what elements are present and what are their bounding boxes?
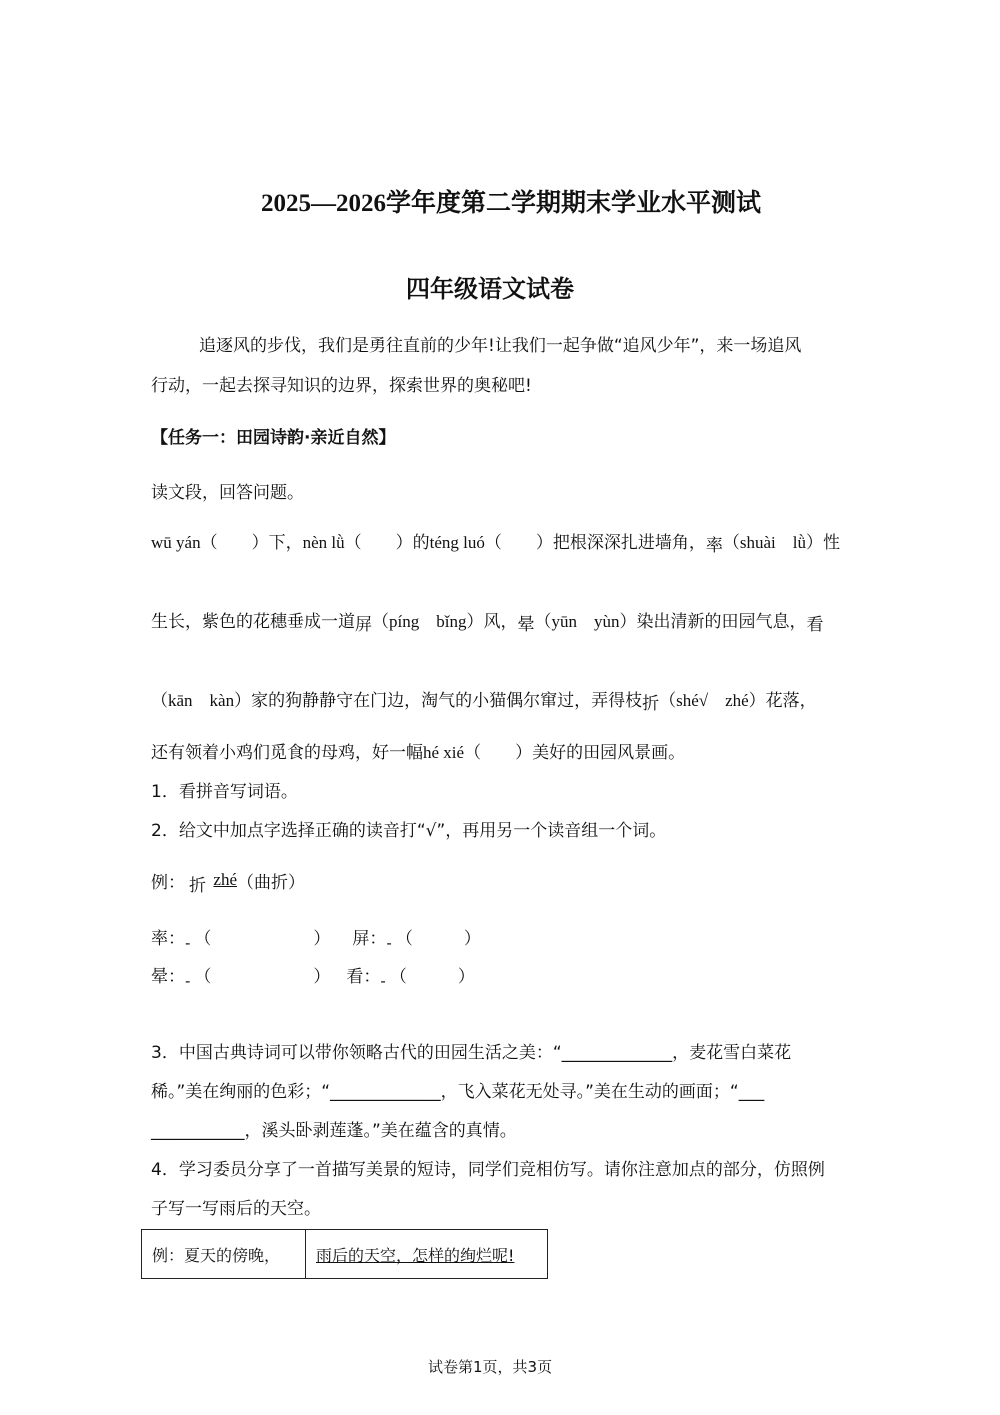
example-char: 折 xyxy=(189,876,206,896)
page-footer: 试卷第1页，共3页 xyxy=(428,1358,553,1376)
answer-label-ping: 屏： xyxy=(352,929,387,949)
answer-row-2 xyxy=(151,962,475,990)
dotted-char-shuai: 率 xyxy=(705,536,723,556)
intro-line-2: 行动，一起去探寻知识的边界，探索世界的奥秘吧! xyxy=(151,376,532,396)
answer-label-kan: 看： xyxy=(346,967,381,987)
passage-line-3 xyxy=(151,686,817,714)
example-word: （曲折） xyxy=(237,873,305,893)
reading-options-yun[interactable]: （yūn yùn）染出清新的田园气息， xyxy=(534,612,807,631)
blank-marker: - xyxy=(386,934,392,952)
example-table xyxy=(141,1229,548,1279)
reading-options-ping[interactable]: （píng bǐng）风， xyxy=(372,612,518,631)
answer-blank-yun[interactable]: （ ） xyxy=(194,967,331,987)
answer-blank-kan[interactable]: （ ） xyxy=(389,967,475,987)
blank-marker: - xyxy=(185,972,191,990)
question-3-line-3[interactable]: ___________，溪头卧剥莲蓬。”美在蕴含的真情。 xyxy=(151,1121,517,1141)
example-table-right-text: 雨后的天空，怎样的绚烂呢! xyxy=(316,1245,515,1265)
answer-row-1 xyxy=(151,924,481,952)
dotted-char-ping: 屏 xyxy=(355,615,372,635)
passage-text: 还有领着小鸡们觅食的母鸡，好一幅 xyxy=(151,743,423,763)
pinyin-tengluo: téng luó xyxy=(429,533,485,552)
reading-options-shuai[interactable]: （shuài lǜ）性 xyxy=(722,533,840,552)
blank-nenlv[interactable]: （ ）的 xyxy=(344,533,430,553)
blank-wuyan[interactable]: （ ）下， xyxy=(200,533,303,553)
dotted-char-yun: 晕 xyxy=(517,615,535,635)
question-1: 1．看拼音写词语。 xyxy=(151,782,298,802)
pinyin-wuyan: wū yán xyxy=(151,533,201,552)
question-3-line-2[interactable]: 稀。”美在绚丽的色彩；“_____________，飞入菜花无处寻。”美在生动的画面；“___ xyxy=(151,1082,765,1102)
task1-heading: 【任务一：田园诗韵·亲近自然】 xyxy=(151,428,396,448)
example-line xyxy=(151,868,305,896)
question-3-line-1[interactable]: 3．中国古典诗词可以带你领略古代的田园生活之美：“_____________，麦花雪白菜花 xyxy=(151,1043,792,1063)
example-label: 例： xyxy=(151,873,185,893)
reading-options-kan[interactable]: （kān kàn）家的狗静静守在门边，淘气的小猫偶尔窜过，弄得枝 xyxy=(151,691,643,710)
example-table-right-cell xyxy=(306,1230,547,1278)
answer-label-yun: 晕： xyxy=(151,967,185,987)
question-4-line-1: 4．学习委员分享了一首描写美景的短诗，同学们竞相仿写。请你注意加点的部分，仿照例 xyxy=(151,1160,825,1180)
blank-hexie[interactable]: （ ）美好的田园风景画。 xyxy=(464,743,686,763)
blank-tengluo[interactable]: （ ）把根深深扎进墙角， xyxy=(484,533,706,553)
example-table-left-cell: 例：夏天的傍晚， xyxy=(142,1230,306,1278)
passage-line-1 xyxy=(151,528,840,556)
intro-line-1: 追逐风的步伐，我们是勇往直前的少年!让我们一起争做“追风少年”，来一场追风 xyxy=(199,336,802,356)
answer-blank-shuai[interactable]: （ ） xyxy=(194,929,331,949)
exam-subtitle: 四年级语文试卷 xyxy=(406,275,574,303)
blank-marker: - xyxy=(380,972,386,990)
answer-blank-ping[interactable]: （ ） xyxy=(395,929,481,949)
blank-marker: - xyxy=(185,934,191,952)
dotted-char-kan: 看 xyxy=(806,615,824,635)
passage-line-4 xyxy=(151,738,685,763)
passage-line-2 xyxy=(151,607,824,635)
pinyin-nenlv: nèn lǜ xyxy=(302,533,345,552)
example-pinyin: zhé xyxy=(213,870,237,889)
pinyin-hexie: hé xié xyxy=(423,743,465,762)
task1-instruction: 读文段，回答问题。 xyxy=(151,483,304,503)
question-4-line-2: 子写一写雨后的天空。 xyxy=(151,1199,321,1219)
dotted-char-she: 折 xyxy=(642,694,660,714)
answer-label-shuai: 率： xyxy=(151,929,185,949)
question-2: 2．给文中加点字选择正确的读音打“√”，再用另一个读音组一个词。 xyxy=(151,821,667,841)
passage-text: 生长，紫色的花穗垂成一道 xyxy=(151,612,355,632)
reading-options-she[interactable]: （shé√ zhé）花落， xyxy=(659,691,817,710)
exam-title: 2025—2026学年度第二学期期末学业水平测试 xyxy=(261,190,762,217)
